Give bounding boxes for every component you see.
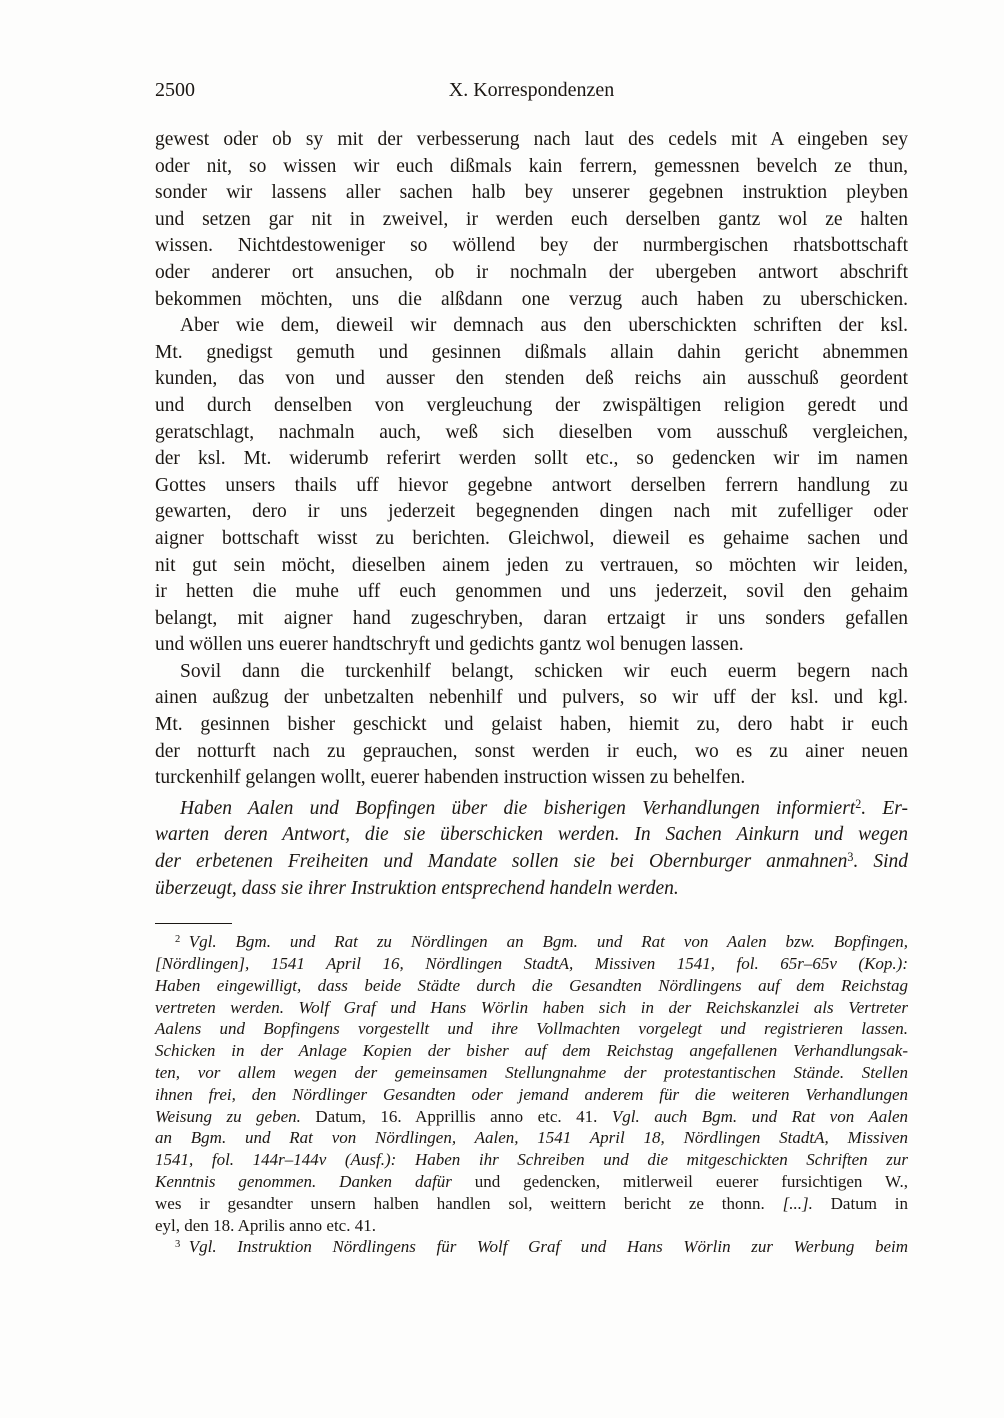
text-run: überzeugt, dass sie ihrer Instruktion entsprechend handeln werden.: [155, 877, 679, 899]
text-line: [155, 260, 908, 287]
text-run: warten deren Antwort, die sie überschicken werden. In Sachen Ainkurn und wegen: [155, 824, 908, 846]
text-run: Vgl. Bgm. und Rat zu Nördlingen an Bgm. und Rat von Aalen bzw. Bopfingen,: [180, 932, 908, 952]
text-line: [155, 953, 908, 975]
text-run: gewest oder ob sy mit der verbesserung nach laut des cedels mit A eingeben sey: [155, 129, 908, 150]
footnote-3: [155, 1236, 908, 1258]
text-run: ihnen frei, den Nördlinger Gesandten oder jemand anderem für die weiteren Verhandlungen: [155, 1084, 908, 1104]
text-line: [155, 127, 908, 154]
footnote-block: [155, 923, 908, 1258]
text-run: Datum, 16. Apprillis anno etc. 41.: [315, 1106, 612, 1126]
text-run: Vgl. auch Bgm. und Rat von Aalen: [611, 1106, 909, 1126]
text-run: nit gut sein möcht, dieselben ainem jeden zu vertrauen, so möchten wir leiden,: [155, 554, 908, 576]
body-paragraph-1: [155, 127, 908, 313]
text-line: [155, 975, 908, 997]
text-run: 1541, fol. 144r–144v (Ausf.): Haben ihr Schreiben und die mitgeschickten Schriften zur: [155, 1150, 908, 1170]
text-run: Datum in: [830, 1193, 908, 1213]
text-run: wissen. Nichtdestoweniger so wöllend bey der nurmbergischen rhatsbottschaft: [155, 235, 908, 257]
text-run: oder nit, so wissen wir euch dißmals kain ferrern, gemessnen bevelch ze thun,: [155, 155, 908, 177]
text-line: [155, 553, 908, 580]
text-run: . Er-: [861, 797, 908, 819]
text-line: [155, 1084, 908, 1106]
text-run: Gottes unsers thails uff hievor gegebne antwort derselben ferrern handlung zu: [155, 474, 908, 496]
body-paragraph-3: [155, 659, 908, 792]
text-line: [155, 473, 908, 500]
text-line: [155, 233, 908, 260]
text-run: und durch denselben von vergleuchung der zwispältigen religion geredt und: [155, 394, 908, 416]
footnote-reference: 3: [175, 1239, 181, 1251]
text-line: [155, 765, 908, 792]
summary-paragraph: [155, 796, 908, 902]
text-line: [155, 659, 908, 686]
text-run: [...].: [782, 1193, 831, 1213]
text-line: [155, 931, 908, 953]
text-run: Mt. gesinnen bisher geschickt und gelaist haben, hiemit zu, dero habt ir euch: [155, 714, 908, 736]
text-line: [155, 685, 908, 712]
text-run: oder anderer ort ansuchen, ob ir nochmaln der ubergeben antwort abschrift: [155, 261, 908, 283]
text-line: [155, 632, 908, 659]
text-line: [155, 1149, 908, 1171]
text-run: und setzen gar nit in zweivel, ir werden euch derselben gantz wol ze halten: [155, 208, 908, 230]
text-run: Haben Aalen und Bopfingen über die bisherigen Verhandlungen informiert: [180, 797, 856, 819]
running-title: X. Korrespondenzen: [448, 79, 615, 101]
footnote-reference: 2: [855, 797, 862, 812]
text-run: aigner bottschaft wisst zu berichten. Gleichwol, dieweil es gehaime sachen und: [155, 527, 908, 549]
text-line: [155, 849, 908, 876]
text-line: [155, 606, 908, 633]
body-paragraph-2: [155, 313, 908, 659]
text-run: wes ir gesandter unsern halben handlen sol, weittern bericht ze thonn.: [155, 1193, 783, 1213]
text-run: ir hetten die muhe uff euch genommen und uns jederzeit, sovil den gehaim: [155, 581, 908, 603]
text-run: Mt. gnedigst gemuth und gesinnen dißmals allain dahin gericht abnemmen: [155, 341, 908, 363]
text-run: der notturft nach zu geprauchen, sonst werden ir euch, wo es zu ainer neuen: [155, 740, 908, 762]
text-line: [155, 1215, 908, 1237]
text-line: [155, 526, 908, 553]
text-run: belangt, mit aigner hand zugeschryben, daran ertzaigt ir uns sonders gefallen: [155, 607, 908, 629]
text-line: [155, 579, 908, 606]
text-line: [155, 340, 908, 367]
text-line: [155, 313, 908, 340]
text-line: [155, 1018, 908, 1040]
text-run: kunden, das von und ausser den stenden deß reichs ain ausschuß geordent: [155, 368, 908, 390]
text-line: [155, 1062, 908, 1084]
text-line: [155, 393, 908, 420]
footnote-reference: 3: [847, 850, 854, 865]
page-number: 2500: [155, 79, 195, 101]
text-line: [155, 997, 908, 1019]
text-run: [Nördlingen], 1541 April 16, Nördlingen StadtA, Missiven 1541, fol. 65r–65v (Kop.):: [155, 954, 908, 974]
text-line: [155, 1127, 908, 1149]
text-run: . Sind: [853, 851, 908, 873]
text-line: [155, 739, 908, 766]
text-line: [155, 180, 908, 207]
text-run: Aber wie dem, dieweil wir demnach aus den uberschickten schriften der ksl.: [180, 315, 908, 337]
text-run: Kenntnis genommen. Danken dafür: [155, 1171, 475, 1191]
text-line: [155, 1106, 908, 1128]
text-run: Sovil dann die turckenhilf belangt, schicken wir euch euerm begern nach: [180, 660, 908, 682]
text-run: Schicken in der Anlage Kopien der bisher auf dem Reichstag angefallenen Verhandlungsak-: [155, 1041, 908, 1061]
text-line: [155, 822, 908, 849]
text-run: der ksl. Mt. widerumb referirt werden sollt etc., so gedencken wir im namen: [155, 448, 908, 470]
footnote-2: [155, 931, 908, 1236]
text-run: Weisung zu geben.: [155, 1106, 316, 1126]
text-line: [155, 366, 908, 393]
text-line: [155, 796, 908, 823]
text-run: eyl, den 18. Aprilis anno etc. 41.: [155, 1215, 376, 1235]
text-line: [155, 1171, 908, 1193]
footnote-list: [155, 931, 908, 1258]
text-run: ten, vor allem wegen der gemeinsamen Stellungnahme der protestantischen Stände. Stellen: [155, 1063, 908, 1082]
text-line: [155, 499, 908, 526]
text-run: und wöllen uns euerer handtschryft und gedichts gantz wol benugen lassen.: [155, 634, 744, 656]
text-run: ainen außzug der unbetzalten nebenhilf und pulvers, so wir uff der ksl. und kgl.: [155, 687, 908, 709]
text-column: [155, 78, 908, 1258]
text-line: [155, 287, 908, 314]
text-run: Aalens und Bopfingens vorgestellt und ihre Vollmachten vorgelegt und registrieren lassen.: [155, 1019, 908, 1039]
text-line: [155, 1236, 908, 1258]
text-run: Haben eingewilligt, dass beide Städte durch die Gesandten Nördlingens auf dem Reichstag: [155, 975, 908, 995]
text-run: der erbetenen Freiheiten und Mandate sollen sie bei Obernburger anmahnen: [155, 851, 848, 873]
text-line: [155, 876, 908, 903]
text-run: vertreten werden. Wolf Graf und Hans Wörlin haben sich in der Reichskanzlei als Vertreter: [155, 997, 908, 1017]
text-line: [155, 207, 908, 234]
text-run: gewarten, dero ir uns jederzeit begegnenden dingen nach mit zufelliger oder: [155, 501, 908, 523]
text-line: [155, 420, 908, 447]
body-text: [155, 127, 908, 902]
text-run: an Bgm. und Rat von Nördlingen, Aalen, 1541 April 18, Nördlingen StadtA, Missiven: [155, 1128, 908, 1148]
text-run: und gedencken, mitlerweil euerer fursichtigen W.,: [474, 1171, 908, 1191]
text-run: bekommen möchten, uns die alßdann one verzug auch haben zu uberschicken.: [155, 288, 908, 310]
text-run: geratschlagt, nachmaln auch, weß sich dieselben vom ausschuß vergleichen,: [155, 421, 908, 443]
text-line: [155, 446, 908, 473]
text-run: sonder wir lassens aller sachen halb bey unserer gegebnen instruktion pleyben: [155, 182, 908, 204]
footnote-reference: 2: [175, 934, 181, 946]
footnote-separator: [155, 923, 232, 924]
text-run: turckenhilf gelangen wollt, euerer habenden instruction wissen zu behelfen.: [155, 767, 746, 789]
text-line: [155, 1193, 908, 1215]
text-line: [155, 1040, 908, 1062]
running-header: [155, 78, 908, 102]
text-line: [155, 154, 908, 181]
text-line: [155, 712, 908, 739]
text-run: Vgl. Instruktion Nördlingens für Wolf Graf und Hans Wörlin zur Werbung beim: [180, 1237, 908, 1257]
